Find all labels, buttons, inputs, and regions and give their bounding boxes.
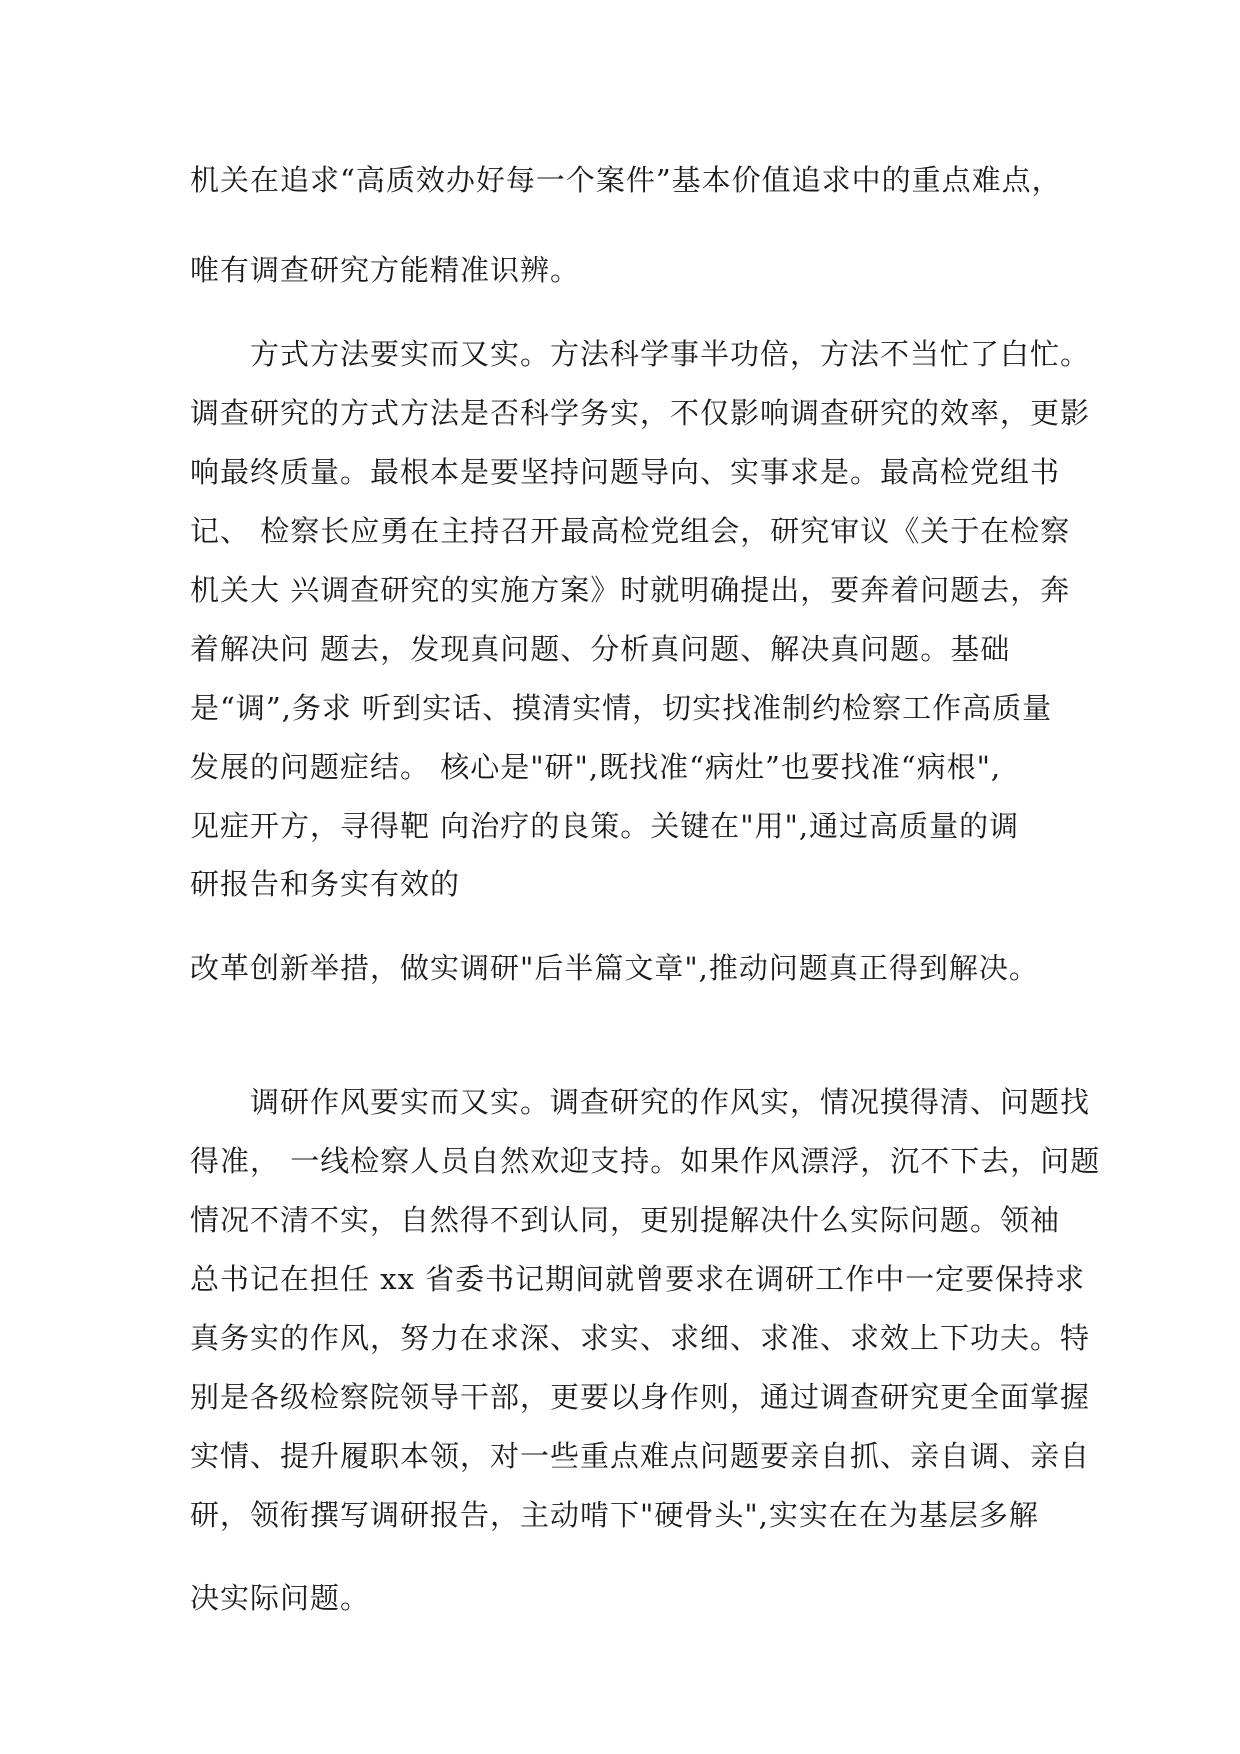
paragraph-method-line-11: 改革创新举措，做实调研"后半篇文章",推动问题真正得到解决。: [190, 951, 1039, 985]
paragraph-style-line-5: 真务实的作风，努力在求深、求实、求细、求准、求效上下功夫。特: [190, 1321, 1091, 1355]
paragraph-method-line-7: 是“调”,务求 听到实话、摸清实情，切实找准制约检察工作高质量: [190, 691, 1053, 725]
paragraph-method-line-9: 见症开方，寻得靶 向治疗的良策。关键在"用",通过高质量的调: [190, 809, 1020, 843]
paragraph-style-line-3: 情况不清不实，自然得不到认同，更别提解决什么实际问题。领袖: [190, 1203, 1061, 1237]
paragraph-style-line-4: 总书记在担任 xx 省委书记期间就曾要求在调研工作中一定要保持求: [190, 1262, 1086, 1296]
paragraph-method-line-6: 着解决问 题去，发现真问题、分析真问题、解决真问题。基础: [190, 632, 1011, 666]
paragraph-method-line-5: 机关大 兴调查研究的实施方案》时就明确提出，要奔着问题去，奔: [190, 573, 1071, 607]
paragraph-method-line-3: 响最终质量。最根本是要坚持问题导向、实事求是。最高检党组书: [190, 455, 1061, 489]
paragraph-method-line-2: 调查研究的方式方法是否科学务实，不仅影响调查研究的效率，更影: [190, 396, 1091, 430]
paragraph-style-line-2: 得准， 一线检察人员自然欢迎支持。如果作风漂浮，沉不下去，问题: [190, 1144, 1101, 1178]
paragraph-method-line-1: 方式方法要实而又实。方法科学事半功倍，方法不当忙了白忙。: [250, 337, 1091, 371]
paragraph-style-line-9: 决实际问题。: [190, 1581, 371, 1615]
paragraph-method-line-10: 研报告和务实有效的: [190, 867, 461, 901]
paragraph-style-line-8: 研，领衔撰写调研报告，主动啃下"硬骨头",实实在在为基层多解: [190, 1498, 1039, 1532]
text-line-2: 唯有调查研究方能精准识辨。: [190, 253, 581, 287]
text-line-1: 机关在追求“高质效办好每一个案件”基本价值追求中的重点难点，: [190, 163, 1062, 197]
paragraph-style-line-7: 实情、提升履职本领，对一些重点难点问题要亲自抓、亲自调、亲自: [190, 1439, 1091, 1473]
paragraph-style-line-1: 调研作风要实而又实。调查研究的作风实，情况摸得清、问题找: [250, 1085, 1091, 1119]
paragraph-method-line-4: 记、 检察长应勇在主持召开最高检党组会，研究审议《关于在检察: [190, 514, 1071, 548]
paragraph-style-line-6: 别是各级检察院领导干部，更要以身作则，通过调查研究更全面掌握: [190, 1380, 1091, 1414]
paragraph-method-line-8: 发展的问题症结。 核心是"研",既找准“病灶”也要找准“病根",: [190, 750, 1002, 784]
